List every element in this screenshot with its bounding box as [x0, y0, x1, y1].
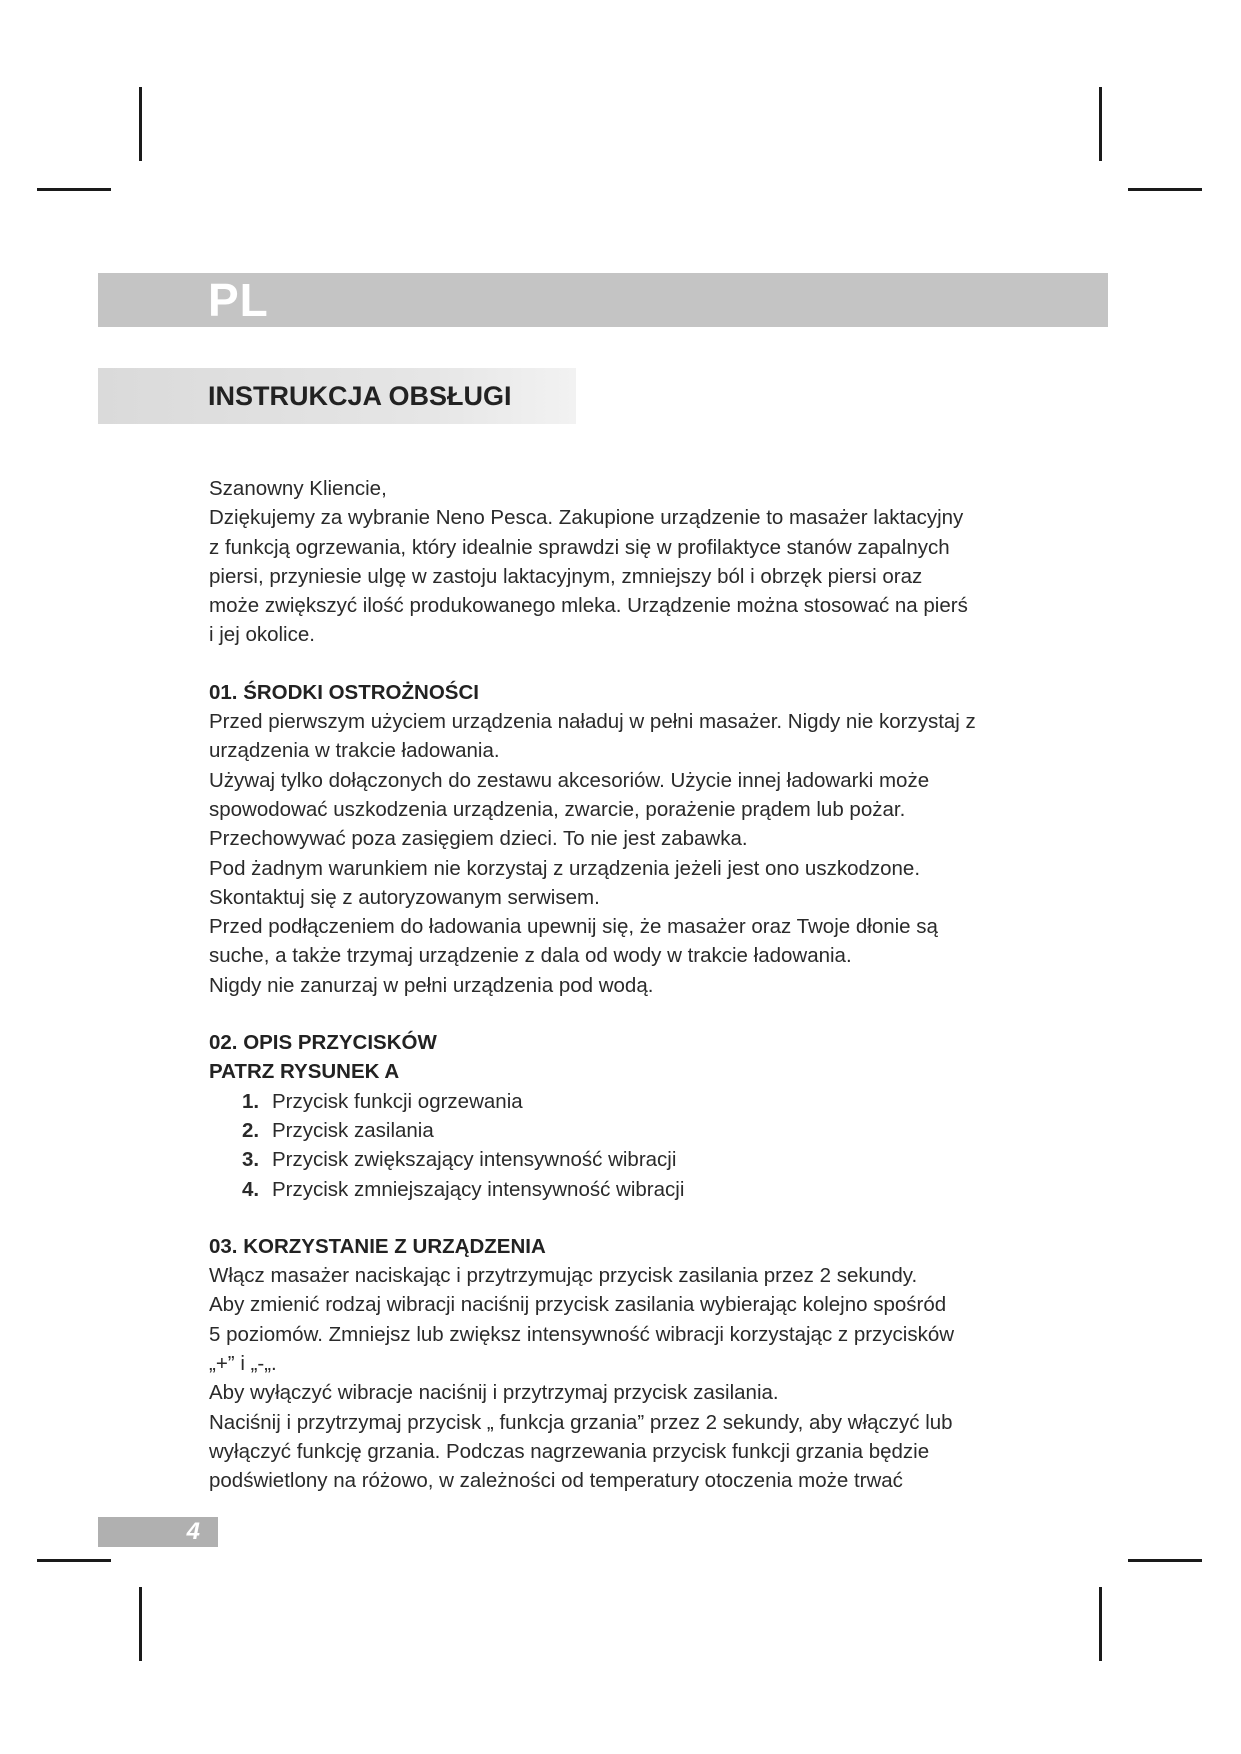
- language-bar: [98, 273, 1108, 327]
- list-number: 2.: [242, 1118, 260, 1142]
- title-bar: [98, 368, 576, 424]
- section-heading: 03. KORZYSTANIE Z URZĄDZENIA: [209, 1234, 546, 1258]
- paragraph-line: urządzenia w trakcie ładowania.: [209, 739, 500, 763]
- paragraph-line: Aby wyłączyć wibracje naciśnij i przytrzymaj przycisk zasilania.: [209, 1381, 779, 1405]
- main-content: [209, 474, 1089, 1496]
- list-item: [209, 1145, 1089, 1174]
- crop-mark-bottom-left-vertical: [139, 1587, 142, 1661]
- crop-mark-bottom-right-vertical: [1099, 1587, 1102, 1661]
- paragraph-line: Skontaktuj się z autoryzowanym serwisem.: [209, 885, 600, 909]
- document-title: INSTRUKCJA OBSŁUGI: [208, 381, 512, 411]
- list-number: 3.: [242, 1148, 260, 1172]
- paragraph-line: podświetlony na różowo, w zależności od temperatury otoczenia może trwać: [209, 1469, 903, 1493]
- paragraph-line: Przechowywać poza zasięgiem dzieci. To nie jest zabawka.: [209, 827, 748, 851]
- section-subheading: PATRZ RYSUNEK A: [209, 1060, 400, 1084]
- intro-section: [209, 474, 1089, 650]
- list-number: 4.: [242, 1177, 260, 1201]
- language-code: PL: [208, 274, 269, 326]
- spacer: [209, 1204, 1089, 1232]
- greeting: Szanowny Kliencie,: [209, 477, 387, 500]
- paragraph-line: Pod żadnym warunkiem nie korzystaj z urządzenia jeżeli jest ono uszkodzone.: [209, 856, 921, 880]
- paragraph-line: piersi, przyniesie ulgę w zastoju laktacyjnym, zmniejszy ból i obrzęk piersi oraz: [209, 564, 923, 588]
- section-usage: [209, 1232, 1089, 1496]
- spacer: [209, 650, 1089, 678]
- paragraph-line: Naciśnij i przytrzymaj przycisk „ funkcja grzania” przez 2 sekundy, aby włączyć lub: [209, 1410, 953, 1434]
- list-item: [209, 1116, 1089, 1145]
- list-text: Przycisk zmniejszający intensywność wibracji: [272, 1177, 685, 1201]
- section-buttons: [209, 1028, 1089, 1204]
- section-heading: 02. OPIS PRZYCISKÓW: [209, 1031, 437, 1055]
- list-item: [209, 1175, 1089, 1204]
- paragraph-line: Włącz masażer naciskając i przytrzymując przycisk zasilania przez 2 sekundy.: [209, 1264, 918, 1288]
- list-text: Przycisk zasilania: [272, 1118, 434, 1142]
- section-precautions: [209, 678, 1089, 1000]
- paragraph-line: Dziękujemy za wybranie Neno Pesca. Zakupione urządzenie to masażer laktacyjny: [209, 506, 964, 530]
- paragraph-line: Przed podłączeniem do ładowania upewnij się, że masażer oraz Twoje dłonie są: [209, 915, 938, 939]
- section-heading: 01. ŚRODKI OSTROŻNOŚCI: [209, 680, 479, 704]
- crop-mark-top-right-vertical: [1099, 87, 1102, 161]
- paragraph-line: „+” i „-„.: [209, 1352, 277, 1376]
- crop-mark-top-left-vertical: [139, 87, 142, 161]
- paragraph-line: spowodować uszkodzenia urządzenia, zwarcie, porażenie prądem lub pożar.: [209, 797, 906, 821]
- crop-mark-top-right-horizontal: [1128, 188, 1202, 191]
- crop-mark-top-left-horizontal: [37, 188, 111, 191]
- crop-mark-bottom-right-horizontal: [1128, 1559, 1202, 1562]
- list-text: Przycisk zwiększający intensywność wibracji: [272, 1148, 677, 1172]
- button-list: [209, 1087, 1089, 1204]
- paragraph-line: może zwiększyć ilość produkowanego mleka. Urządzenie można stosować na pierś: [209, 594, 968, 618]
- crop-mark-bottom-left-horizontal: [37, 1559, 111, 1562]
- paragraph-line: wyłączyć funkcję grzania. Podczas nagrzewania przycisk funkcji grzania będzie: [209, 1439, 930, 1463]
- paragraph-line: Aby zmienić rodzaj wibracji naciśnij przycisk zasilania wybierając kolejno spośród: [209, 1293, 947, 1317]
- paragraph-line: suche, a także trzymaj urządzenie z dala od wody w trakcie ładowania.: [209, 944, 852, 968]
- list-item: [209, 1087, 1089, 1116]
- spacer: [209, 1000, 1089, 1028]
- page-number: 4: [186, 1518, 200, 1545]
- list-number: 1.: [242, 1089, 260, 1113]
- paragraph-line: Przed pierwszym użyciem urządzenia naładuj w pełni masażer. Nigdy nie korzystaj z: [209, 710, 976, 734]
- paragraph-line: i jej okolice.: [209, 623, 315, 647]
- paragraph-line: Nigdy nie zanurzaj w pełni urządzenia pod wodą.: [209, 973, 654, 997]
- paragraph-line: 5 poziomów. Zmniejsz lub zwiększ intensywność wibracji korzystając z przycisków: [209, 1322, 955, 1346]
- page-number-tab: [98, 1517, 218, 1547]
- paragraph-line: Używaj tylko dołączonych do zestawu akcesoriów. Użycie innej ładowarki może: [209, 768, 930, 792]
- paragraph-line: z funkcją ogrzewania, który idealnie sprawdzi się w profilaktyce stanów zapalnych: [209, 535, 950, 559]
- list-text: Przycisk funkcji ogrzewania: [272, 1089, 523, 1113]
